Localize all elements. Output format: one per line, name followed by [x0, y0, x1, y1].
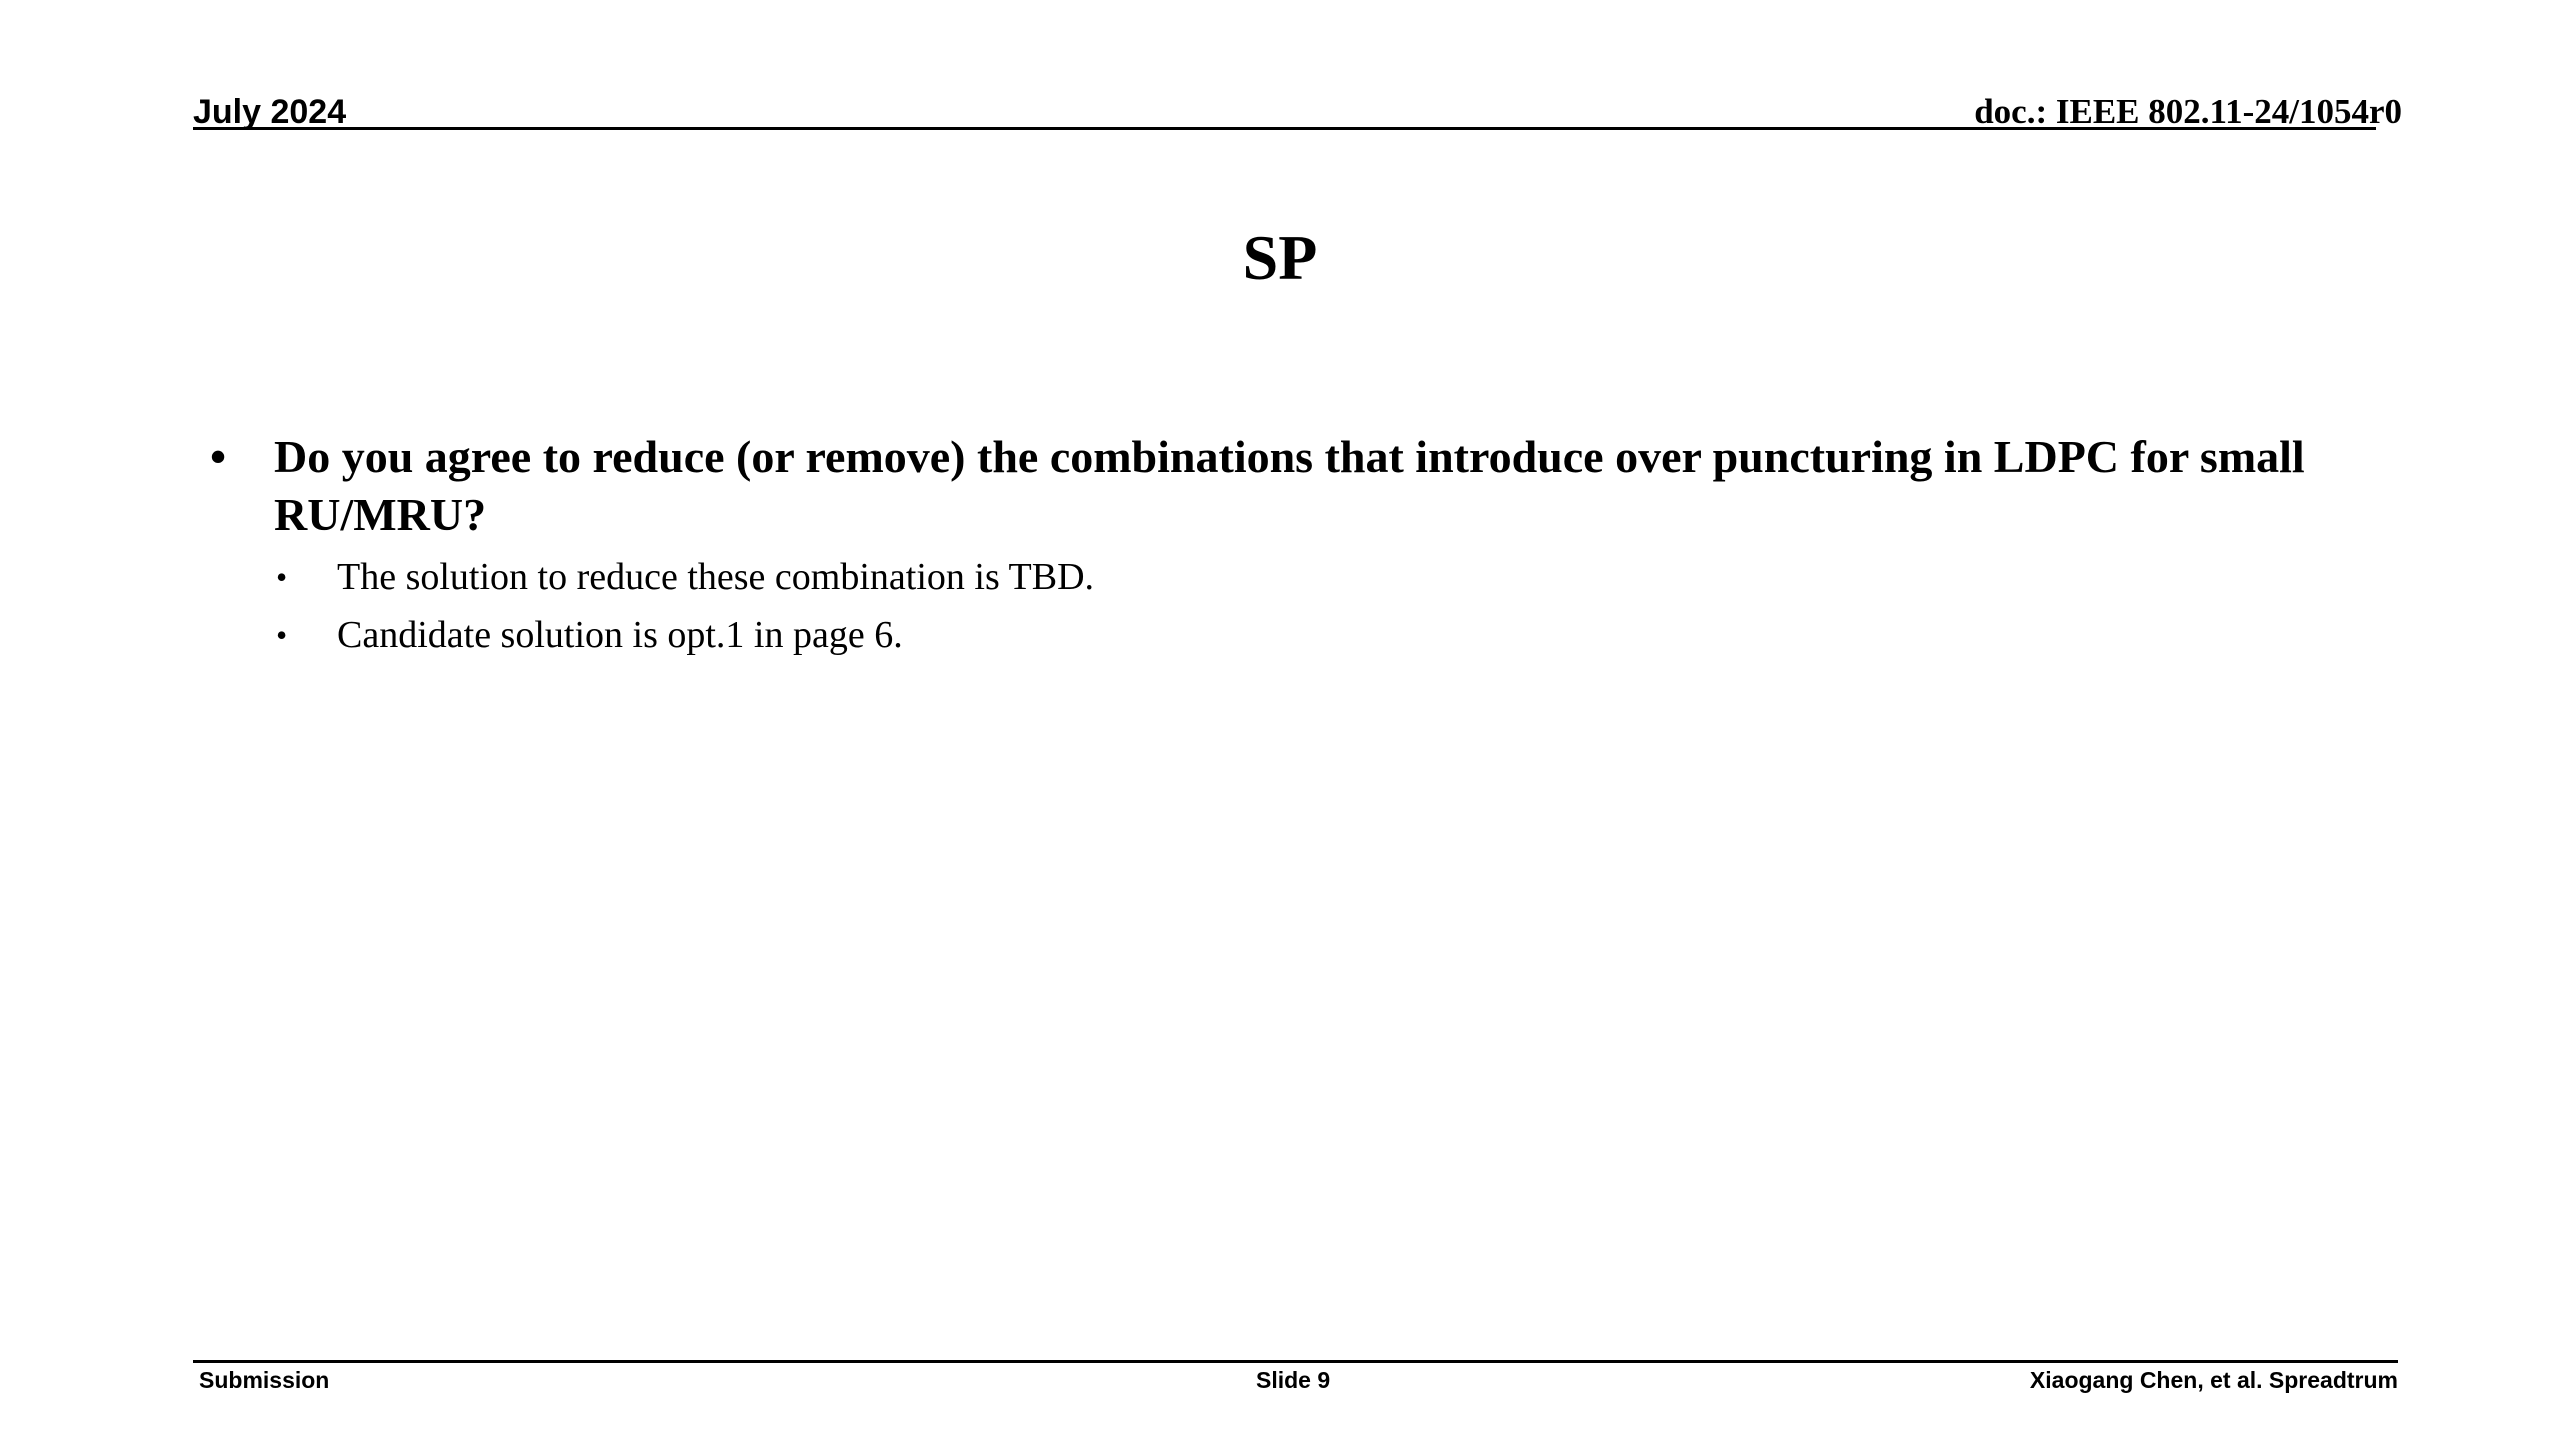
sub-bullet-list: [200, 548, 2360, 664]
header-doc-id: doc.: IEEE 802.11-24/1054r0: [1974, 92, 2402, 131]
main-bullet-text: Do you agree to reduce (or remove) the combinations that introduce over puncturing in LDPC for small RU/MRU?: [274, 431, 2305, 540]
sub-bullet-text: The solution to reduce these combination is TBD.: [337, 556, 1095, 598]
bullet-marker: •: [276, 559, 288, 595]
main-bullet: [200, 428, 2360, 544]
header-divider: [193, 127, 2376, 130]
slide-content: [200, 428, 2360, 664]
footer-submission: Submission: [199, 1367, 330, 1393]
slide-title: SP: [1242, 222, 1318, 293]
footer-divider: [193, 1360, 2398, 1363]
sub-bullet-text: Candidate solution is opt.1 in page 6.: [337, 614, 903, 656]
sub-bullet: [274, 606, 2360, 664]
bullet-marker: •: [276, 617, 288, 653]
footer-slide-number: Slide 9: [1256, 1367, 1331, 1393]
bullet-marker: •: [210, 431, 227, 482]
footer-authors: Xiaogang Chen, et al. Spreadtrum: [2029, 1367, 2398, 1393]
header-date: July 2024: [193, 93, 347, 131]
sub-bullet: [274, 548, 2360, 606]
